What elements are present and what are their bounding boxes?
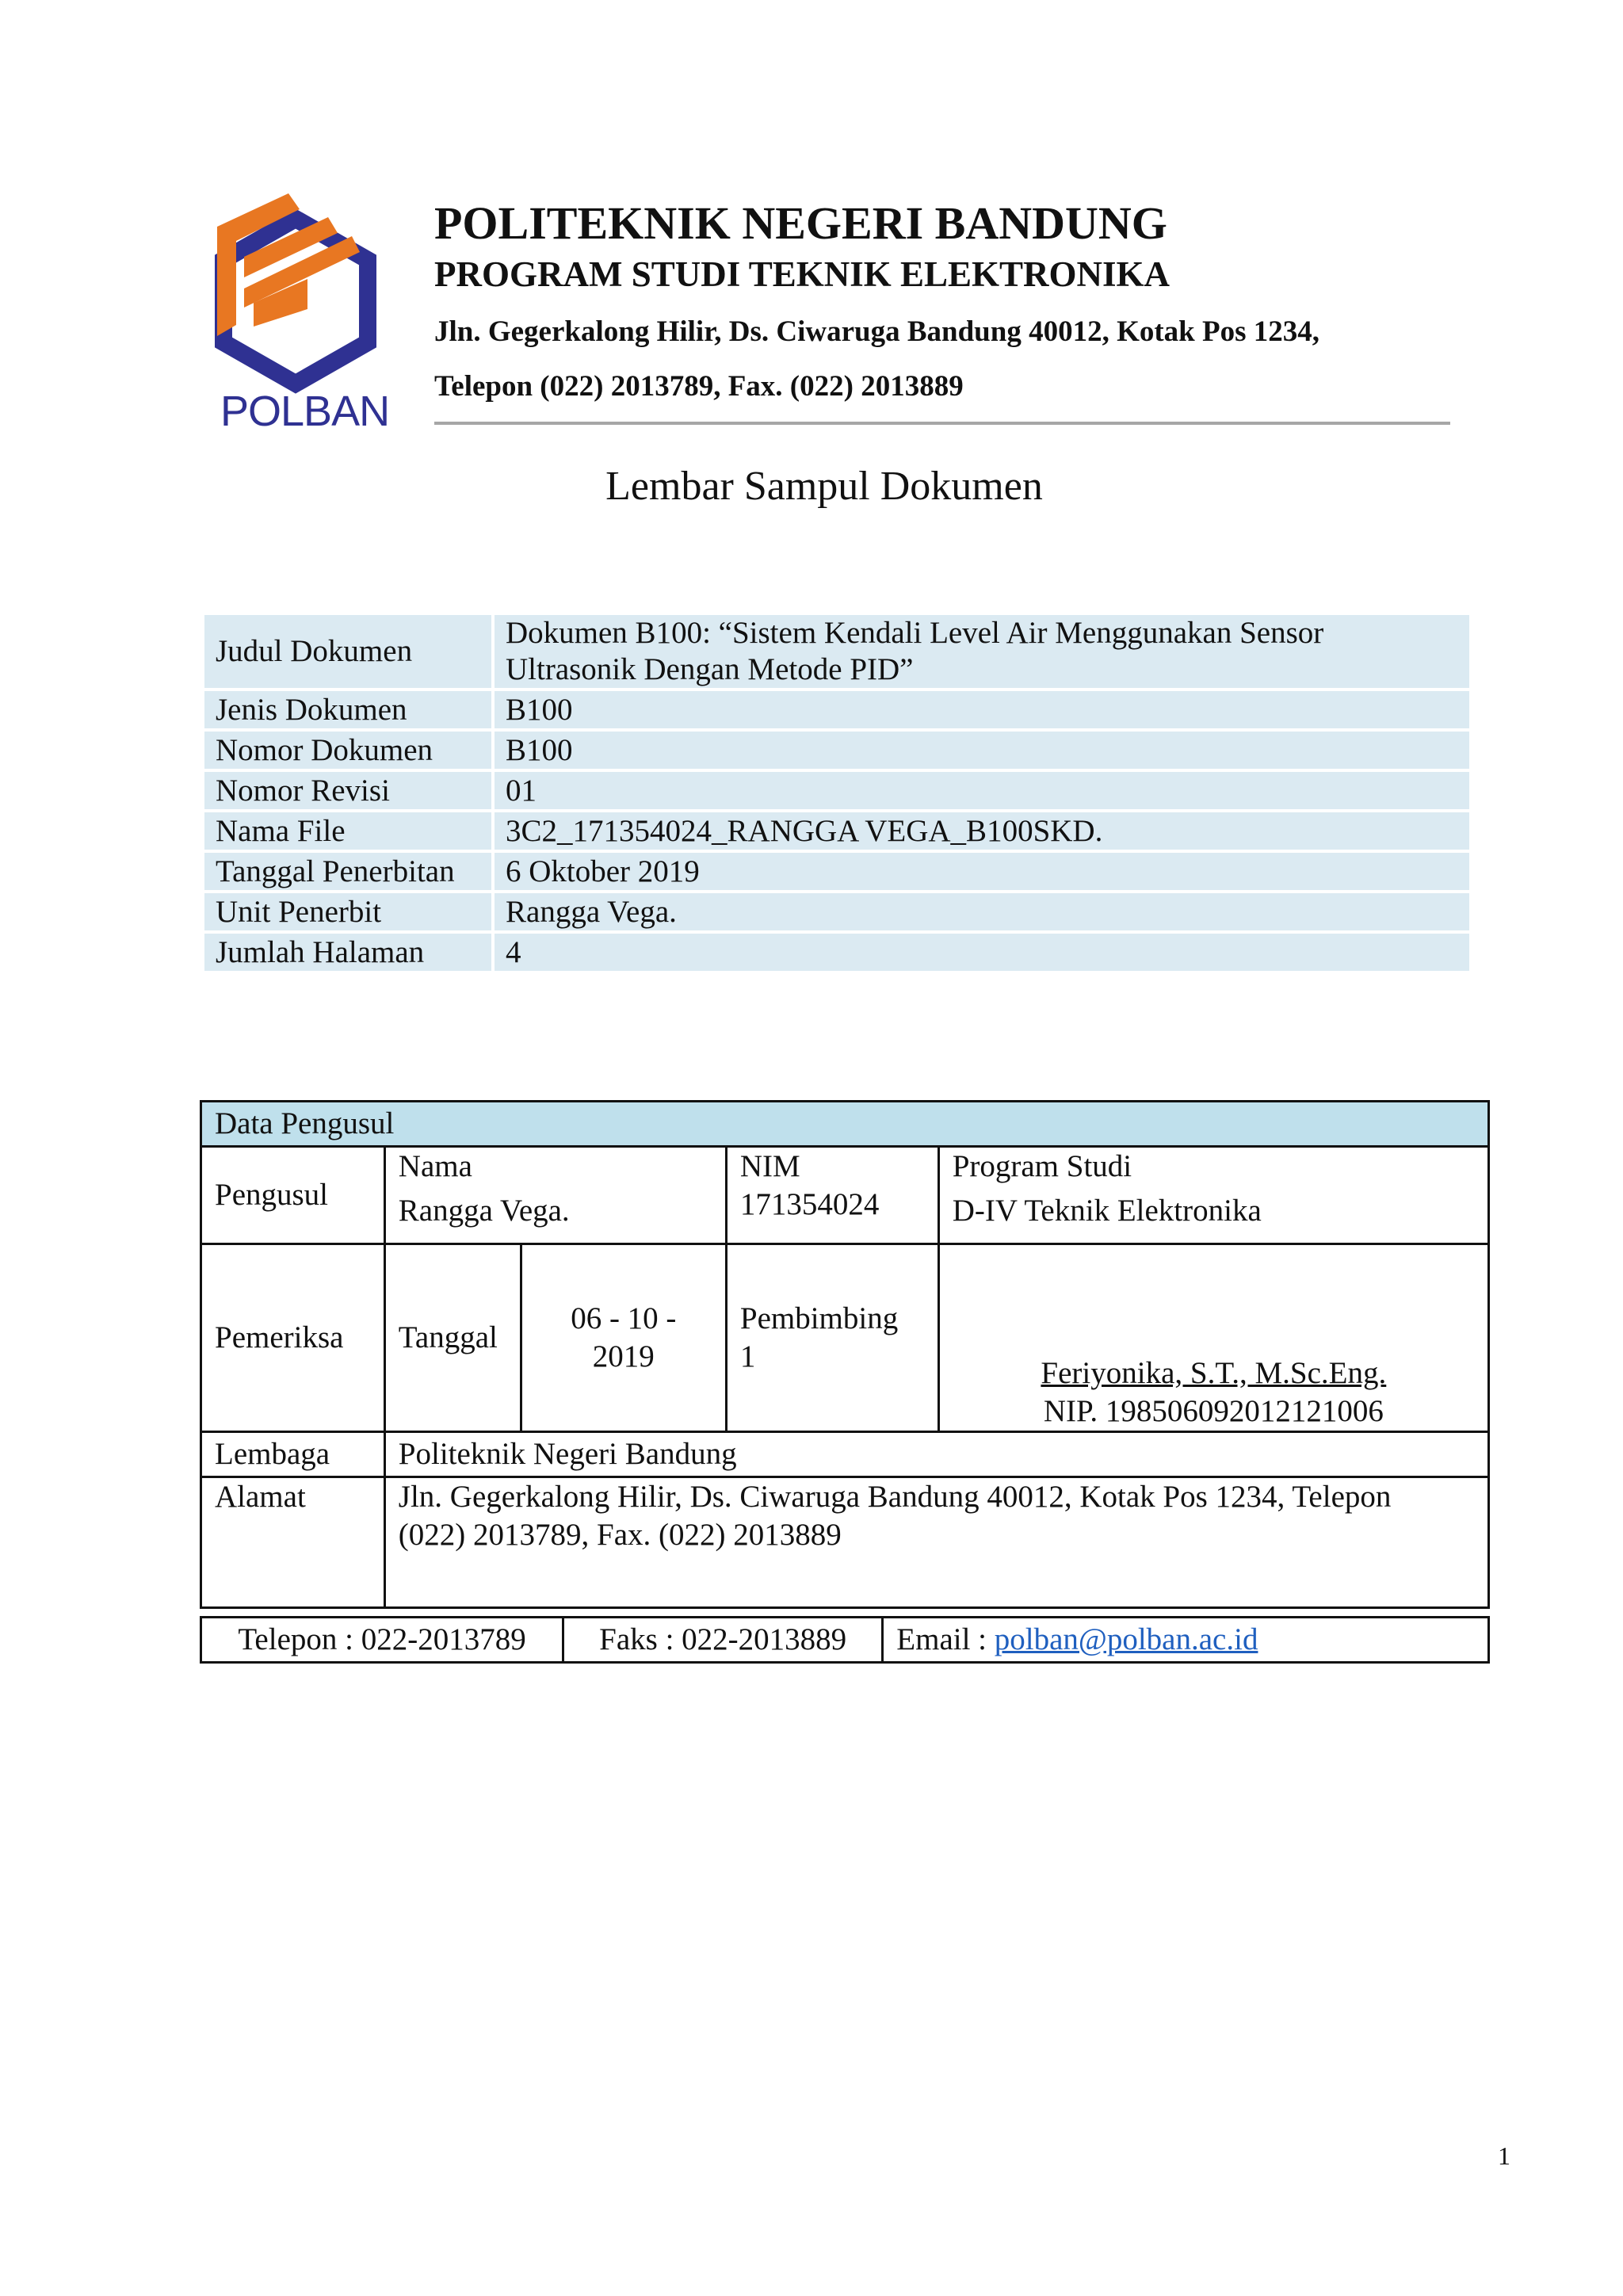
pengusul-nama-cell [384, 1147, 726, 1244]
info-label: Tanggal Penerbitan [204, 853, 491, 890]
table-row [201, 1102, 1489, 1147]
contact-telepon: Telepon : 022-2013789 [201, 1618, 563, 1663]
lembaga-value: Politeknik Negeri Bandung [384, 1432, 1488, 1477]
alamat-label: Alamat [201, 1477, 385, 1608]
contact-email-cell [883, 1618, 1489, 1663]
tanggal-label: Tanggal [384, 1244, 521, 1432]
table-row [204, 615, 1469, 688]
page-number: 1 [1498, 2141, 1510, 2170]
table-row [201, 1147, 1489, 1244]
table-row [201, 1244, 1489, 1432]
pembimbing-line: Pembimbing [739, 1301, 899, 1335]
section-header: Data Pengusul [201, 1102, 1489, 1147]
info-value: 4 [495, 934, 1469, 971]
info-label: Jumlah Halaman [204, 934, 491, 971]
alamat-line: (022) 2013789, Fax. (022) 2013889 [398, 1518, 842, 1552]
signer-cell [938, 1244, 1488, 1432]
alamat-value [384, 1477, 1488, 1608]
lembaga-label: Lembaga [201, 1432, 385, 1477]
signer-name: Feriyonika, S.T., M.Sc.Eng. [1041, 1356, 1387, 1390]
pembimbing-cell [726, 1244, 938, 1432]
nim-value: 171354024 [739, 1187, 880, 1221]
info-value: 6 Oktober 2019 [495, 853, 1469, 890]
tanggal-line: 06 - 10 - [571, 1301, 677, 1335]
info-label: Unit Penerbit [204, 893, 491, 930]
info-value: 3C2_171354024_RANGGA VEGA_B100SKD. [495, 812, 1469, 850]
email-link[interactable]: polban@polban.ac.id [994, 1622, 1258, 1656]
info-value: B100 [495, 732, 1469, 769]
pengusul-label: Pengusul [201, 1147, 385, 1244]
alamat-line: Jln. Gegerkalong Hilir, Ds. Ciwaruga Bandung 40012, Kotak Pos 1234, Telepon [398, 1480, 1392, 1514]
info-value-line: Dokumen B100: “Sistem Kendali Level Air Menggunakan Sensor [506, 616, 1324, 650]
signer-nip: NIP. 198506092012121006 [1043, 1394, 1384, 1428]
header-divider [434, 422, 1450, 425]
institution-name: POLITEKNIK NEGERI BANDUNG [434, 197, 1167, 249]
table-row [201, 1618, 1489, 1663]
data-pengusul-table [200, 1100, 1490, 1609]
info-value-line: Ultrasonik Dengan Metode PID” [506, 652, 914, 686]
pembimbing-line: 1 [739, 1339, 756, 1373]
info-label: Jenis Dokumen [204, 691, 491, 728]
info-value: B100 [495, 691, 1469, 728]
document-info-table [201, 612, 1472, 974]
pengusul-nim-cell [726, 1147, 938, 1244]
pengusul-prodi-cell [938, 1147, 1488, 1244]
logo-wordmark: POLBAN [220, 388, 390, 435]
info-label: Nomor Revisi [204, 772, 491, 809]
page-title: Lembar Sampul Dokumen [605, 464, 1043, 509]
program-name: PROGRAM STUDI TEKNIK ELEKTRONIKA [434, 254, 1170, 294]
contact-table [200, 1616, 1490, 1664]
info-value: Rangga Vega. [495, 893, 1469, 930]
header-address-line2: Telepon (022) 2013789, Fax. (022) 2013889 [434, 370, 964, 403]
table-row [204, 732, 1469, 769]
table-row [204, 812, 1469, 850]
nim-label: NIM [739, 1149, 800, 1183]
table-row [201, 1477, 1489, 1608]
table-row [204, 772, 1469, 809]
table-row [204, 893, 1469, 930]
prodi-value: D-IV Teknik Elektronika [952, 1194, 1262, 1228]
contact-faks: Faks : 022-2013889 [563, 1618, 883, 1663]
table-row [204, 853, 1469, 890]
info-label: Nama File [204, 812, 491, 850]
pemeriksa-label: Pemeriksa [201, 1244, 385, 1432]
table-row [201, 1432, 1489, 1477]
prodi-label: Program Studi [952, 1149, 1132, 1183]
tanggal-value [521, 1244, 726, 1432]
nama-label: Nama [398, 1149, 472, 1183]
header-address-line1: Jln. Gegerkalong Hilir, Ds. Ciwaruga Bandung 40012, Kotak Pos 1234, [434, 315, 1319, 348]
email-label: Email : [896, 1622, 995, 1656]
table-row [204, 691, 1469, 728]
tanggal-line: 2019 [592, 1339, 655, 1373]
info-value [495, 615, 1469, 688]
table-row [204, 934, 1469, 971]
info-value: 01 [495, 772, 1469, 809]
info-label: Nomor Dokumen [204, 732, 491, 769]
info-label: Judul Dokumen [204, 615, 491, 688]
nama-value: Rangga Vega. [398, 1194, 570, 1228]
